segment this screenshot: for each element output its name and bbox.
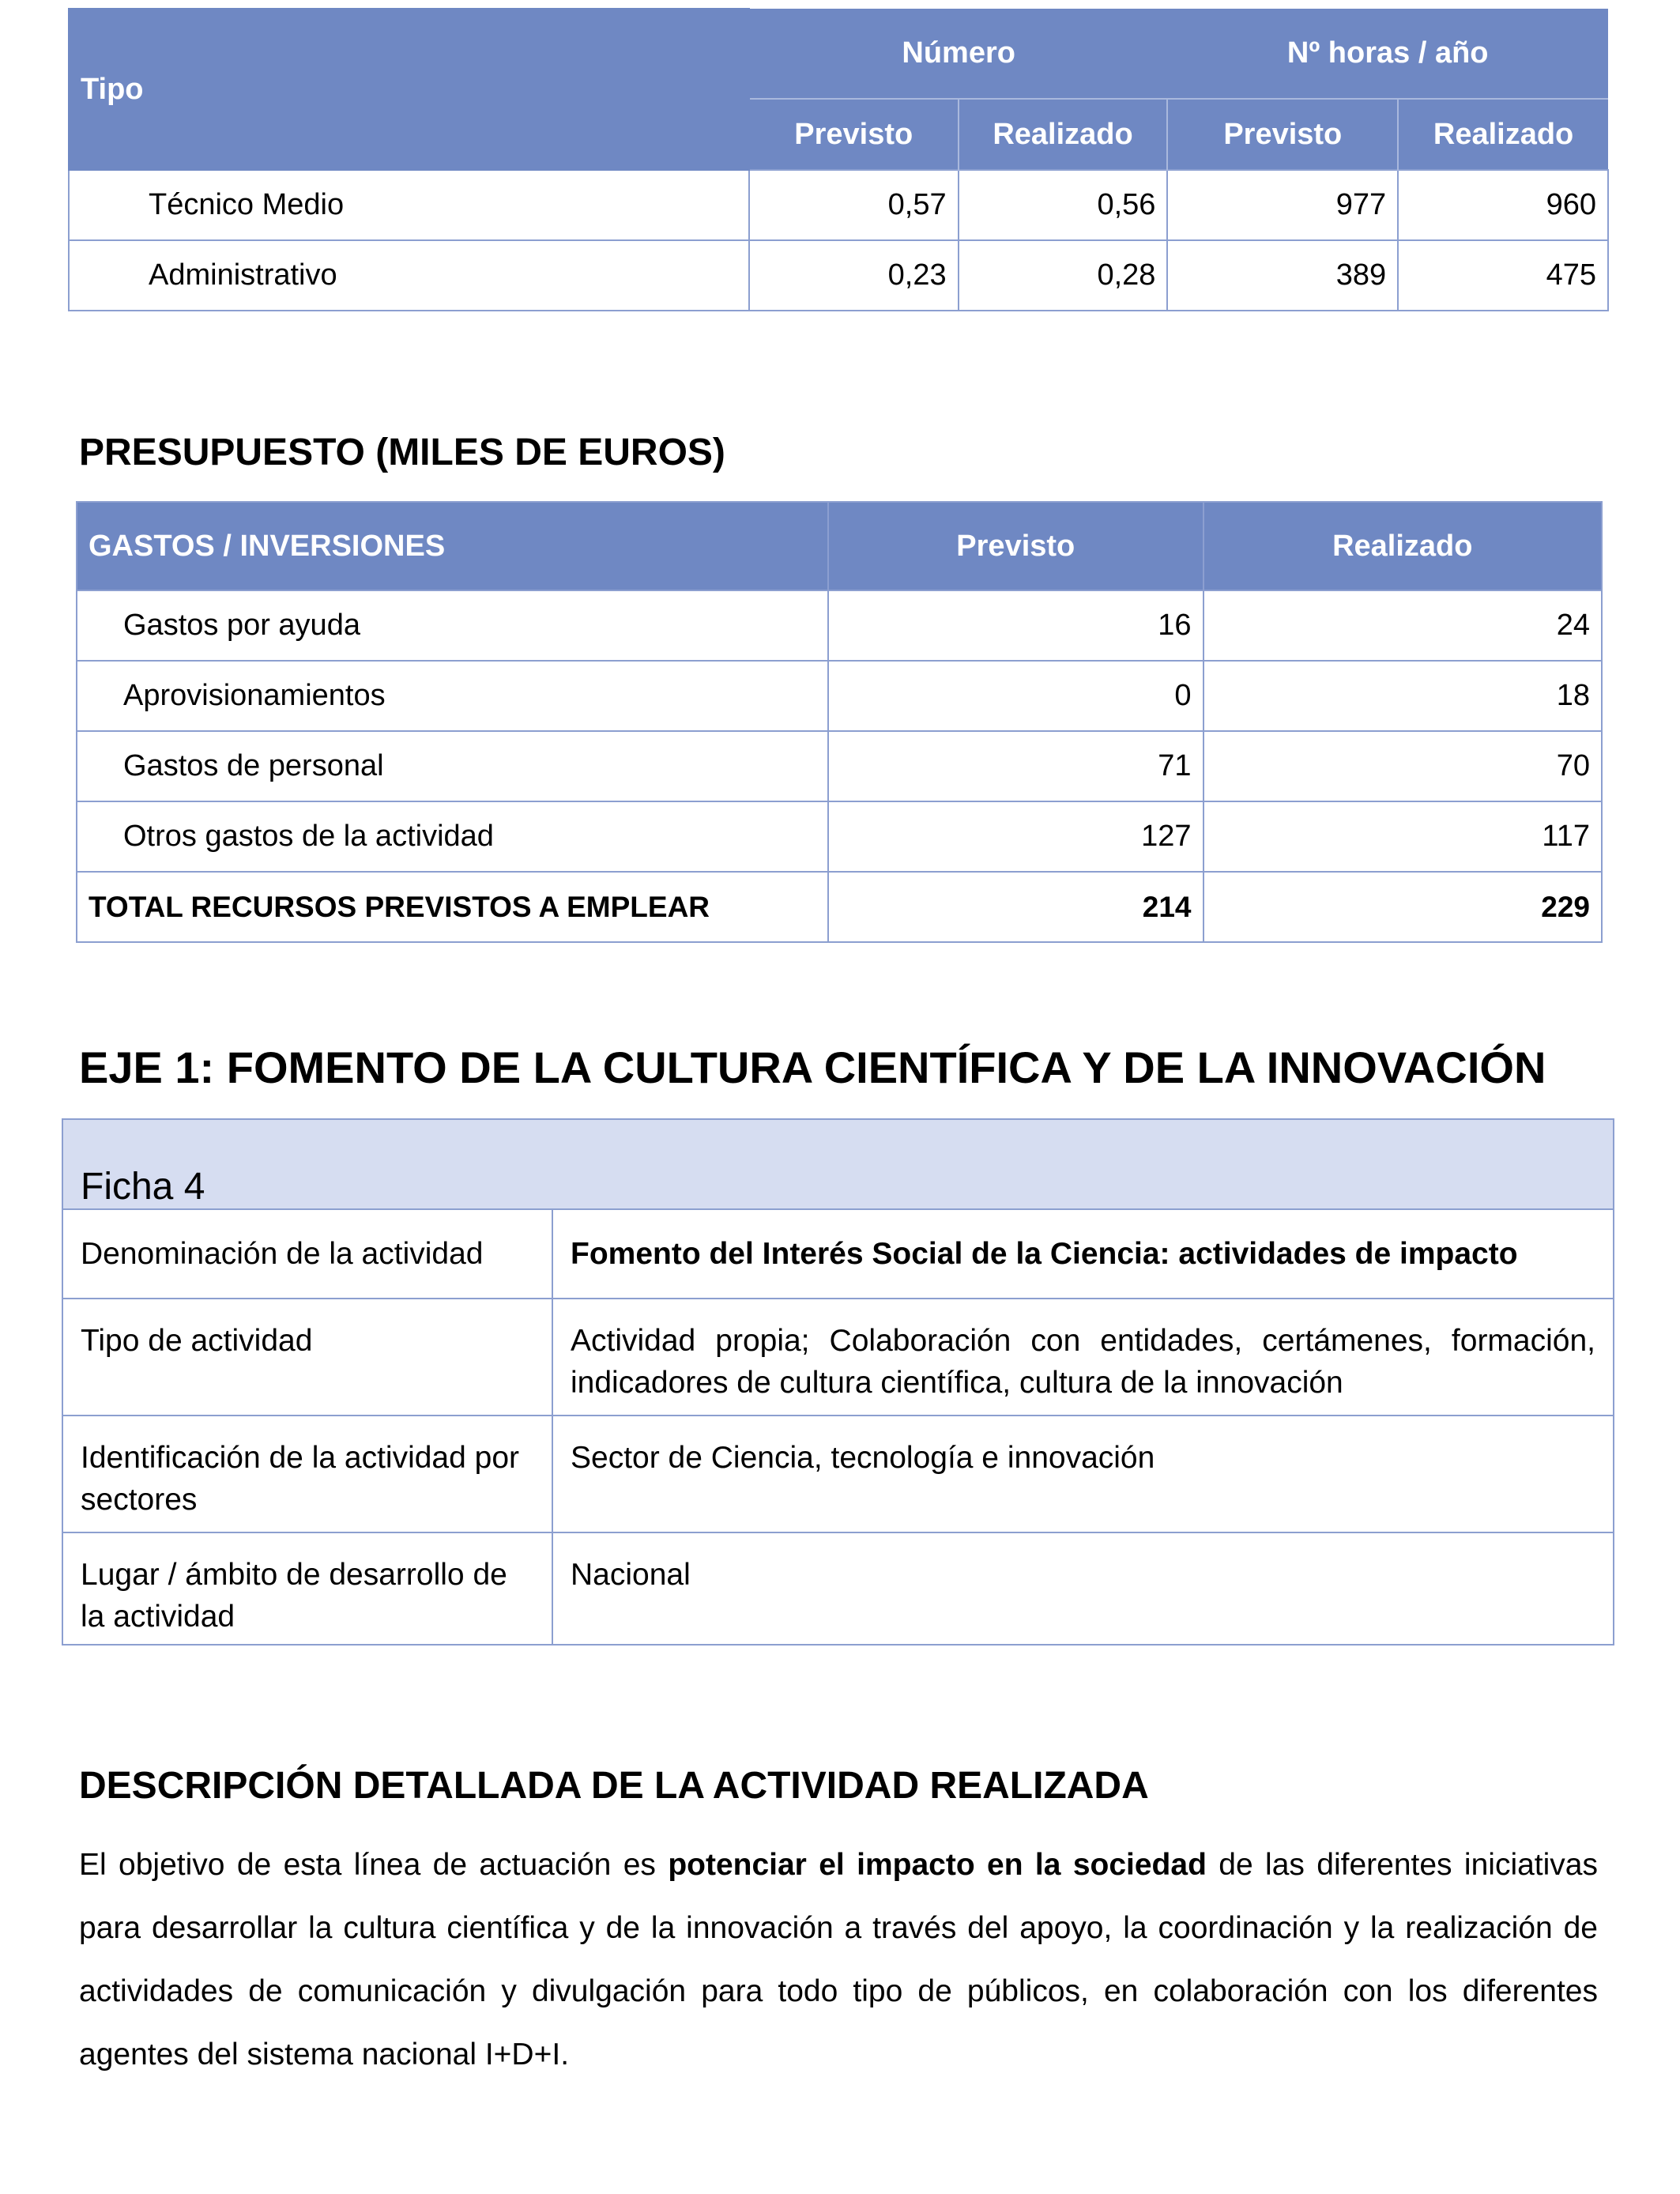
descripcion-text-bold: potenciar el impacto en la sociedad: [668, 1848, 1207, 1882]
cell-concepto: Gastos de personal: [77, 731, 828, 801]
ficha-title: Ficha 4: [62, 1119, 1614, 1209]
cell-num-previsto: 0,57: [749, 170, 959, 240]
cell-previsto: 16: [828, 590, 1203, 661]
col-header-horas-previsto: Previsto: [1167, 99, 1398, 170]
total-realizado: 229: [1203, 872, 1602, 942]
ficha-row: [62, 1532, 1614, 1645]
cell-horas-previsto: 389: [1167, 240, 1398, 311]
ficha-value: Fomento del Interés Social de la Ciencia: actividades de impacto: [552, 1209, 1614, 1299]
ficha-row: [62, 1416, 1614, 1532]
total-row: [77, 872, 1602, 942]
ficha-label: Identificación de la actividad por sectores: [62, 1416, 552, 1532]
cell-horas-realizado: 475: [1398, 240, 1608, 311]
cell-realizado: 70: [1203, 731, 1602, 801]
col-header-horas: Nº horas / año: [1167, 9, 1608, 99]
table-row: [77, 731, 1602, 801]
cell-concepto: Aprovisionamientos: [77, 661, 828, 731]
ficha-label: Tipo de actividad: [62, 1299, 552, 1416]
ficha-value: Nacional: [552, 1532, 1614, 1645]
col-header-tipo: Tipo: [69, 9, 749, 170]
total-previsto: 214: [828, 872, 1203, 942]
col-header-horas-realizado: Realizado: [1398, 99, 1608, 170]
cell-realizado: 117: [1203, 801, 1602, 872]
descripcion-text-after: de las diferentes iniciativas para desarrollar la cultura científica y de la innovación a través del apoyo, la coordinación y la realización de actividades de comunicación y divulgación para todo tipo de públicos, en colaboración con los diferentes agentes del sistema nacional I+D+I.: [79, 1848, 1598, 2071]
descripcion-title: DESCRIPCIÓN DETALLADA DE LA ACTIVIDAD REALIZADA: [79, 1765, 1149, 1807]
ficha-value: Actividad propia; Colaboración con entidades, certámenes, formación, indicadores de cultura científica, cultura de la innovación: [552, 1299, 1614, 1416]
cell-num-realizado: 0,56: [959, 170, 1168, 240]
descripcion-text-before: El objetivo de esta línea de actuación es: [79, 1848, 669, 1882]
ficha-row: [62, 1209, 1614, 1299]
cell-num-realizado: 0,28: [959, 240, 1168, 311]
presupuesto-table: [76, 501, 1603, 943]
row-tipo: Administrativo: [69, 240, 749, 311]
ficha-label: Lugar / ámbito de desarrollo de la actividad: [62, 1532, 552, 1645]
cell-previsto: 71: [828, 731, 1203, 801]
cell-realizado: 18: [1203, 661, 1602, 731]
cell-num-previsto: 0,23: [749, 240, 959, 311]
presupuesto-title: PRESUPUESTO (MILES DE EUROS): [79, 432, 725, 473]
ficha-label: Denominación de la actividad: [62, 1209, 552, 1299]
cell-realizado: 24: [1203, 590, 1602, 661]
col-header-numero: Número: [749, 9, 1168, 99]
cell-horas-previsto: 977: [1167, 170, 1398, 240]
table-row: [69, 240, 1608, 311]
personal-table: [68, 8, 1609, 311]
ficha-row: [62, 1299, 1614, 1416]
col-header-previsto: Previsto: [828, 502, 1203, 590]
table-row: [77, 801, 1602, 872]
cell-horas-realizado: 960: [1398, 170, 1608, 240]
table-row: [77, 590, 1602, 661]
col-header-realizado: Realizado: [1203, 502, 1602, 590]
cell-concepto: Gastos por ayuda: [77, 590, 828, 661]
col-header-num-previsto: Previsto: [749, 99, 959, 170]
col-header-concepto: GASTOS / INVERSIONES: [77, 502, 828, 590]
row-tipo: Técnico Medio: [69, 170, 749, 240]
descripcion-paragraph: [79, 1834, 1598, 2087]
table-row: [69, 170, 1608, 240]
ficha-value: Sector de Ciencia, tecnología e innovación: [552, 1416, 1614, 1532]
cell-concepto: Otros gastos de la actividad: [77, 801, 828, 872]
table-row: [77, 661, 1602, 731]
cell-previsto: 0: [828, 661, 1203, 731]
eje-title: EJE 1: FOMENTO DE LA CULTURA CIENTÍFICA Y DE LA INNOVACIÓN: [79, 1042, 1546, 1092]
total-label: TOTAL RECURSOS PREVISTOS A EMPLEAR: [77, 872, 828, 942]
ficha-table: [62, 1118, 1614, 1646]
col-header-num-realizado: Realizado: [959, 99, 1168, 170]
cell-previsto: 127: [828, 801, 1203, 872]
